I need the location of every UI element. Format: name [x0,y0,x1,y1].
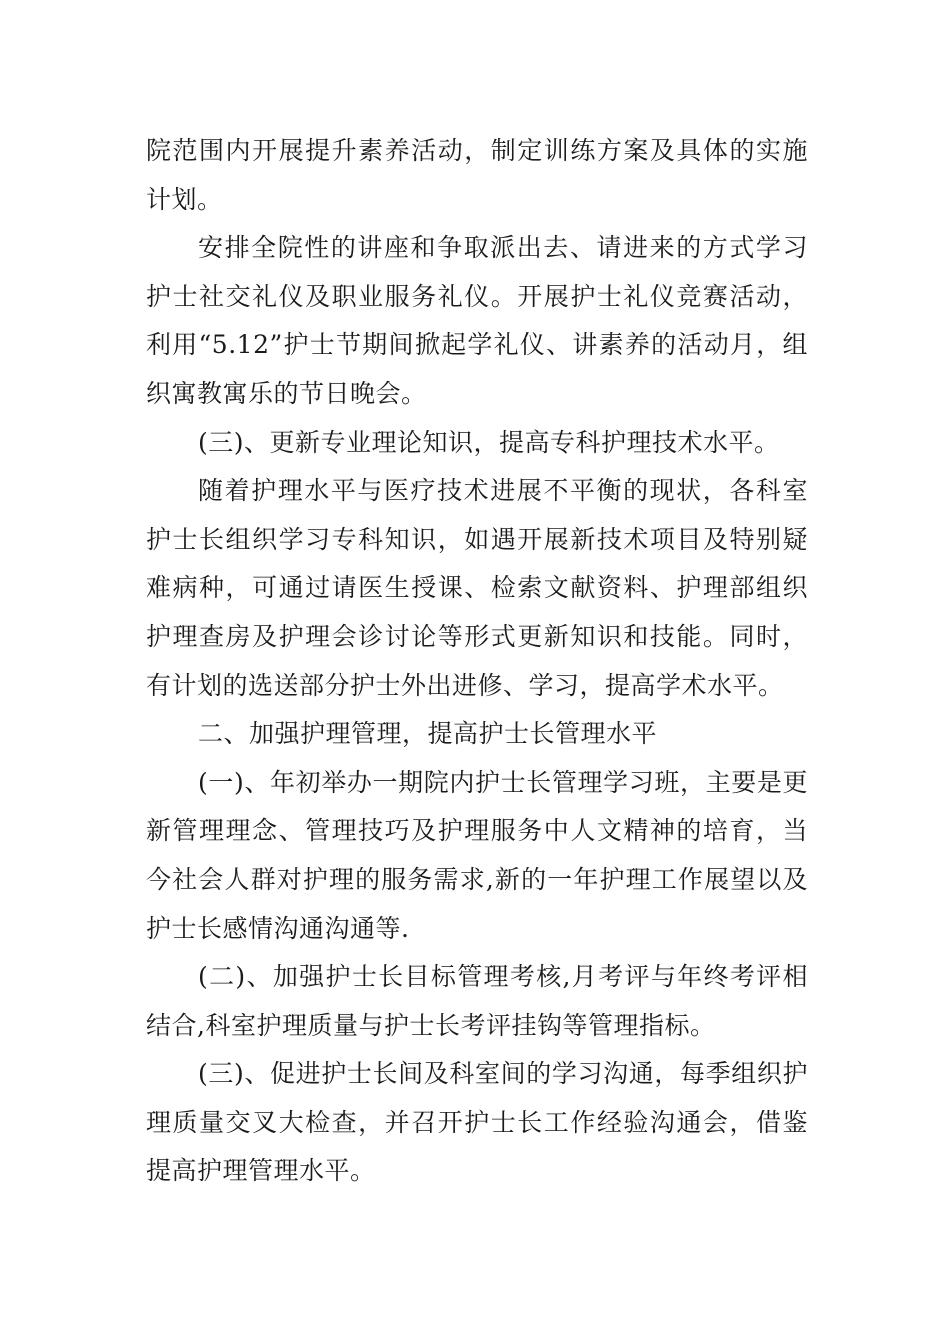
section-heading-knowledge-update: (三)、更新专业理论知识，提高专科护理技术水平。 [198,427,780,457]
document-body [146,127,808,1196]
paragraph-continuation: 院范围内开展提升素养活动，制定训练方案及具体的实施计划。 [146,136,808,214]
section-heading-management: 二、加强护理管理，提高护士长管理水平 [198,719,658,749]
paragraph-exchange-meetings: (三)、促进护士长间及科室间的学习沟通，每季组织护理质量交叉大检查，并召开护士长工作经验沟通会，借鉴提高护理管理水平。 [146,1059,808,1186]
paragraph-specialty-learning: 随着护理水平与医疗技术进展不平衡的现状，各科室护士长组织学习专科知识，如遇开展新技术项目及特别疑难病种，可通过请医生授课、检索文献资料、护理部组织护理查房及护理会诊讨论等形式更新知识和技能。同时，有计划的选送部分护士外出进修、学习，提高学术水平。 [146,476,808,700]
paragraph-training-class: (一)、年初举办一期院内护士长管理学习班，主要是更新管理理念、管理技巧及护理服务中人文精神的培育，当今社会人群对护理的服务需求,新的一年护理工作展望以及护士长感情沟通沟通等. [146,767,808,943]
paragraph-target-assessment: (二)、加强护士长目标管理考核,月考评与年终考评相结合,科室护理质量与护士长考评挂钩等管理指标。 [146,962,808,1040]
paragraph-etiquette-training: 安排全院性的讲座和争取派出去、请进来的方式学习护士社交礼仪及职业服务礼仪。开展护士礼仪竞赛活动，利用“5.12”护士节期间掀起学礼仪、讲素养的活动月，组织寓教寓乐的节日晚会。 [146,233,808,408]
